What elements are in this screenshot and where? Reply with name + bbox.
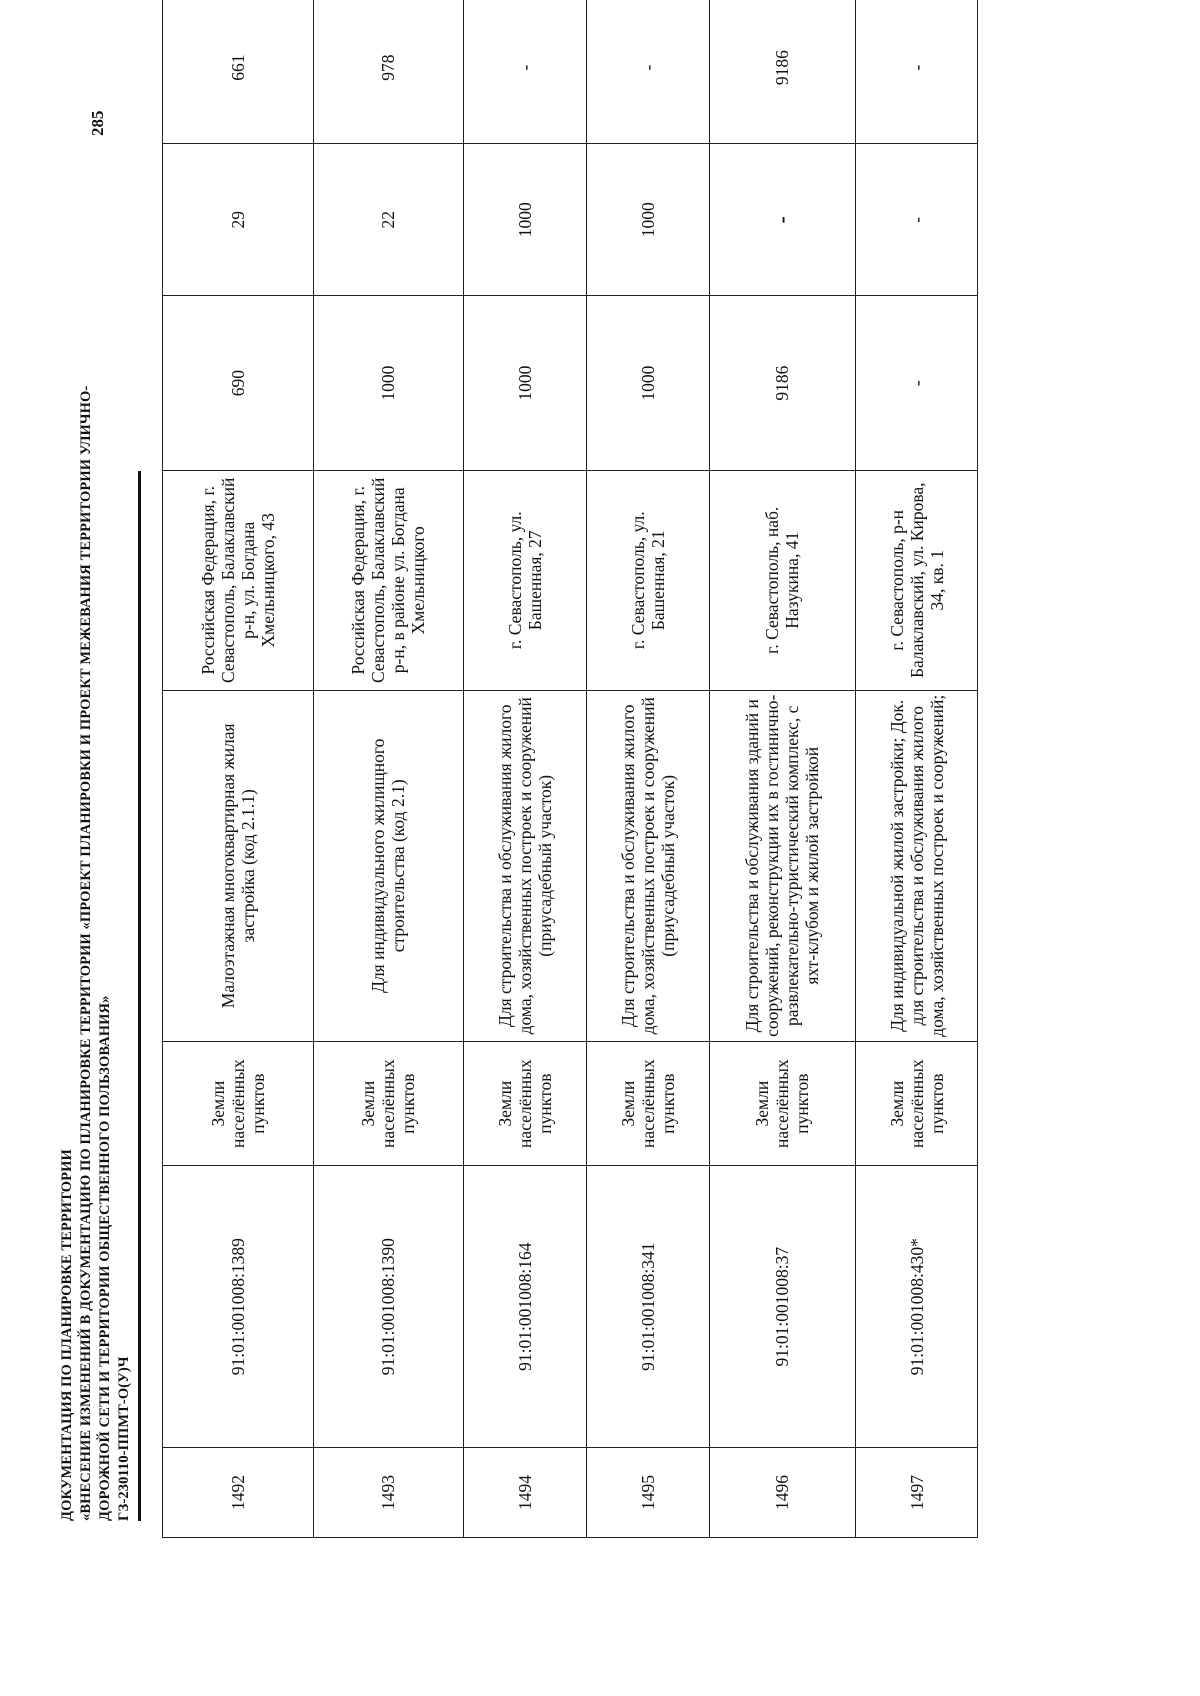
row-number: 1497: [856, 1448, 978, 1538]
address: г. Севастополь, р-н Балаклавский, ул. Кирова, 34, кв. 1: [856, 470, 978, 690]
area-value-3: -: [463, 0, 586, 144]
area-value: 9186: [709, 296, 856, 471]
document-header: [58, 221, 134, 1521]
cadastral-number: 91:01:001008:1389: [163, 1166, 314, 1448]
row-number: 1495: [586, 1448, 709, 1538]
area-value-3: -: [586, 0, 709, 144]
permitted-use: Для индивидуального жилищного строительства (код 2.1): [313, 690, 463, 1041]
header-line-4: ГЗ-230110-ППМТ-О(У)Ч: [116, 1356, 132, 1521]
permitted-use: Для индивидуальной жилой застройки; Док. для строительства и обслуживания жилого дома, хозяйственных построек и сооружений;: [856, 690, 978, 1041]
area-value: 1000: [463, 296, 586, 471]
address: Российская Федерация, г. Севастополь, Балаклавский р-н, в районе ул. Богдана Хмельницкого: [313, 470, 463, 690]
row-number: 1496: [709, 1448, 856, 1538]
address: г. Севастополь, наб. Назукина, 41: [709, 470, 856, 690]
land-category: Земли населённых пунктов: [709, 1041, 856, 1165]
row-number: 1494: [463, 1448, 586, 1538]
address: г. Севастополь, ул. Башенная, 27: [463, 470, 586, 690]
cadastral-number: 91:01:001008:430*: [856, 1166, 978, 1448]
table-row: [163, 0, 314, 1538]
cadastral-number: 91:01:001008:37: [709, 1166, 856, 1448]
header-divider: [138, 471, 141, 1521]
area-value-2: -: [709, 144, 856, 296]
area-value-2: 29: [163, 144, 314, 296]
land-category: Земли населённых пунктов: [313, 1041, 463, 1165]
area-value: 690: [163, 296, 314, 471]
permitted-use: Для строительства и обслуживания жилого дома, хозяйственных построек и сооружений (приусадебный участок): [463, 690, 586, 1041]
row-number: 1493: [313, 1448, 463, 1538]
area-value-3: 661: [163, 0, 314, 144]
address: г. Севастополь, ул. Башенная, 21: [586, 470, 709, 690]
permitted-use: Для строительства и обслуживания жилого дома, хозяйственных построек и сооружений (приусадебный участок): [586, 690, 709, 1041]
land-plots-table: [162, 0, 978, 1538]
table-row: [313, 0, 463, 1538]
area-value: 1000: [586, 296, 709, 471]
header-line-1: ДОКУМЕНТАЦИЯ ПО ПЛАНИРОВКЕ ТЕРРИТОРИИ: [59, 1149, 75, 1521]
area-value-2: 1000: [586, 144, 709, 296]
header-line-2: «ВНЕСЕНИЕ ИЗМЕНЕНИЙ В ДОКУМЕНТАЦИЮ ПО ПЛАНИРОВКЕ ТЕРРИТОРИИ «ПРОЕКТ ПЛАНИРОВКИ И ПРОЕКТ МЕЖЕВАНИЯ ТЕРРИТОРИИ УЛИЧНО-: [78, 385, 94, 1521]
area-value-3: -: [856, 0, 978, 144]
area-value-3: 978: [313, 0, 463, 144]
land-category: Земли населённых пунктов: [163, 1041, 314, 1165]
table-row: [586, 0, 709, 1538]
cadastral-number: 91:01:001008:341: [586, 1166, 709, 1448]
address: Российская Федерация, г. Севастополь, Балаклавский р-н, ул. Богдана Хмельницкого, 43: [163, 470, 314, 690]
cadastral-number: 91:01:001008:1390: [313, 1166, 463, 1448]
land-category: Земли населённых пунктов: [463, 1041, 586, 1165]
table-row: [856, 0, 978, 1538]
land-category: Земли населённых пунктов: [856, 1041, 978, 1165]
header-line-3: ДОРОЖНОЙ СЕТИ И ТЕРРИТОРИИ ОБЩЕСТВЕННОГО ПОЛЬЗОВАНИЯ»: [97, 995, 113, 1521]
permitted-use: Малоэтажная многоквартирная жилая застройка (код 2.1.1): [163, 690, 314, 1041]
area-value-2: 1000: [463, 144, 586, 296]
row-number: 1492: [163, 1448, 314, 1538]
area-value: 1000: [313, 296, 463, 471]
area-value-3: 9186: [709, 0, 856, 144]
cadastral-number: 91:01:001008:164: [463, 1166, 586, 1448]
table-row: [709, 0, 856, 1538]
land-category: Земли населённых пунктов: [586, 1041, 709, 1165]
area-value: -: [856, 296, 978, 471]
area-value-2: -: [856, 144, 978, 296]
page-number: 285: [88, 110, 107, 136]
permitted-use: Для строительства и обслуживания зданий и сооружений, реконструкции их в гостинично-развлекательно-туристический комплекс, с яхт-клубом и жилой застройкой: [709, 690, 856, 1041]
area-value-2: 22: [313, 144, 463, 296]
table-row: [463, 0, 586, 1538]
